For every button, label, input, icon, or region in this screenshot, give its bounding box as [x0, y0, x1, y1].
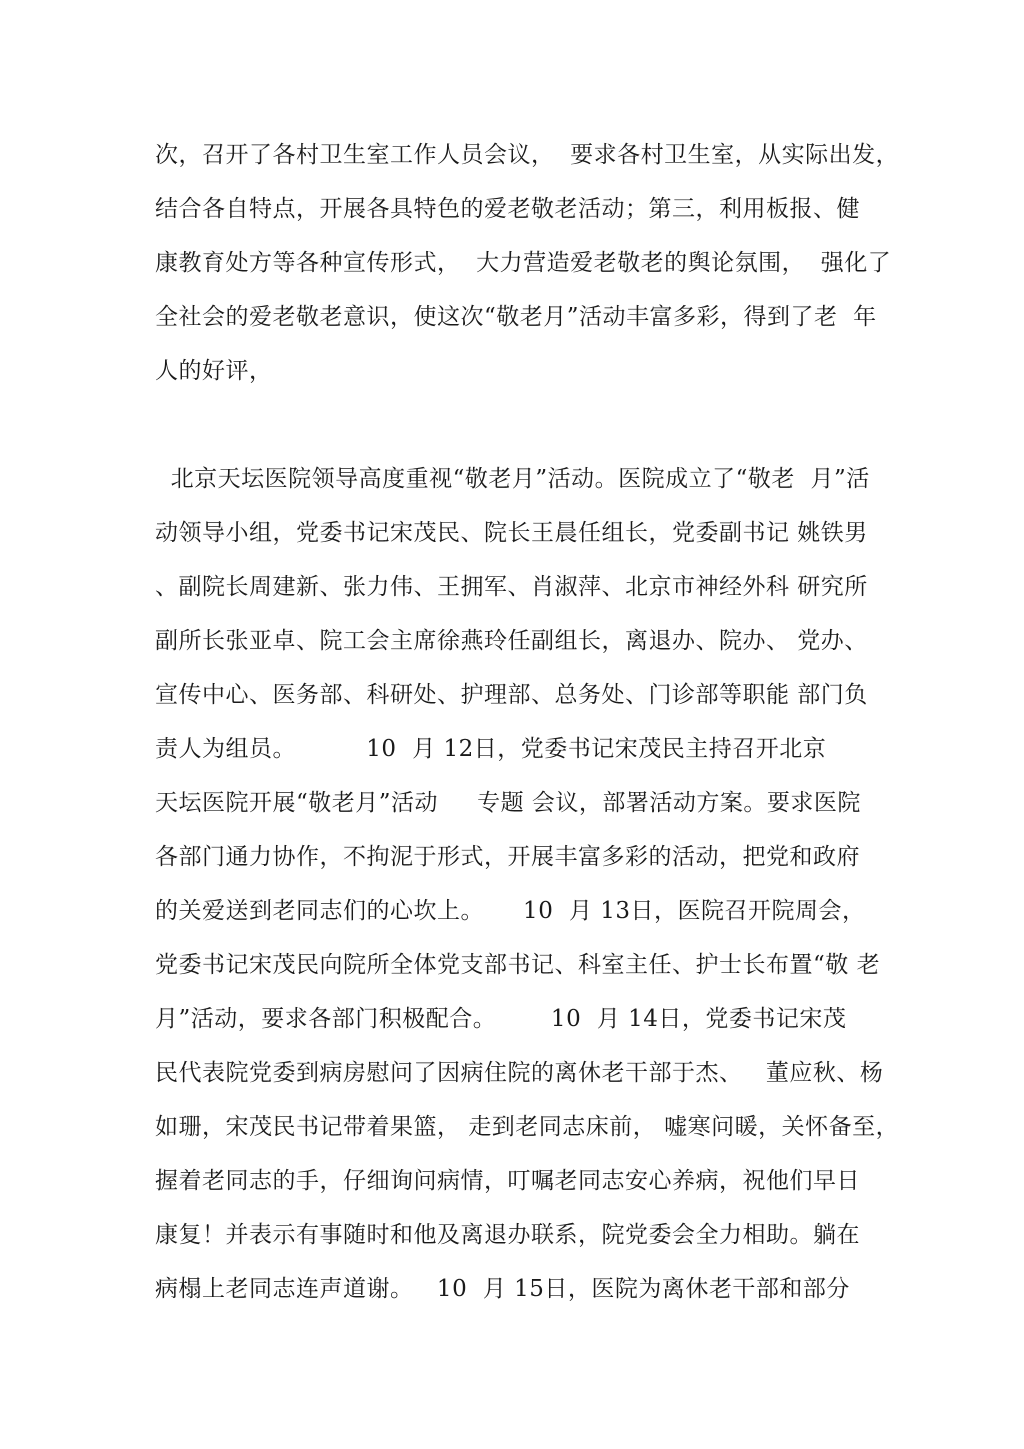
paragraph-2-line-4: 副所长张亚卓、院工会主席徐燕玲任副组长，离退办、院办、 党办、: [155, 628, 868, 654]
paragraph-2-line-7: 天坛医院开展“敬老月”活动 专题 会议，部署活动方案。要求医院: [155, 790, 861, 816]
paragraph-2-line-8: 各部门通力协作，不拘泥于形式，开展丰富多彩的活动，把党和政府: [155, 844, 860, 870]
paragraph-1-line-1: 次，召开了各村卫生室工作人员会议， 要求各村卫生室，从实际出发，: [155, 142, 900, 168]
paragraph-1-line-5: 人的好评，: [155, 358, 273, 384]
paragraph-1-line-3: 康教育处方等各种宣传形式， 大力营造爱老敬老的舆论氛围， 强化了: [155, 250, 892, 276]
paragraph-2-line-5: 宣传中心、医务部、科研处、护理部、总务处、门诊部等职能 部门负: [155, 682, 868, 708]
paragraph-2-line-3: 、副院长周建新、张力伟、王拥军、肖淑萍、北京市神经外科 研究所: [155, 574, 868, 600]
paragraph-2-line-2: 动领导小组，党委书记宋茂民、院长王晨任组长，党委副书记 姚铁男: [155, 520, 868, 546]
paragraph-2-line-10: 党委书记宋茂民向院所全体党支部书记、科室主任、护士长布置“敬 老: [155, 952, 881, 978]
paragraph-2-line-15: 康复！并表示有事随时和他及离退办联系，院党委会全力相助。躺在: [155, 1222, 860, 1248]
paragraph-2-line-6: 责人为组员。 10 月 12日，党委书记宋茂民主持召开北京: [155, 736, 827, 762]
paragraph-2-line-16: 病榻上老同志连声道谢。 10 月 15日，医院为离休老干部和部分: [155, 1276, 850, 1302]
paragraph-1-line-2: 结合各自特点，开展各具特色的爱老敬老活动；第三，利用板报、健: [155, 196, 860, 222]
paragraph-2-line-14: 握着老同志的手，仔细询问病情，叮嘱老同志安心养病，祝他们早日: [155, 1168, 860, 1194]
paragraph-1-line-4: 全社会的爱老敬老意识，使这次“敬老月”活动丰富多彩，得到了老 年: [155, 304, 877, 330]
paragraph-2-line-1: 北京天坛医院领导高度重视“敬老月”活动。医院成立了“敬老 月”活: [155, 466, 870, 492]
paragraph-2-line-13: 如珊，宋茂民书记带着果篮， 走到老同志床前， 嘘寒问暖，关怀备至，: [155, 1114, 900, 1140]
paragraph-2-line-11: 月”活动，要求各部门积极配合。 10 月 14日，党委书记宋茂: [155, 1006, 847, 1032]
paragraph-2-line-12: 民代表院党委到病房慰问了因病住院的离休老干部于杰、 董应秋、杨: [155, 1060, 884, 1086]
paragraph-2-line-9: 的关爱送到老同志们的心坎上。 10 月 13日，医院召开院周会，: [155, 898, 866, 924]
